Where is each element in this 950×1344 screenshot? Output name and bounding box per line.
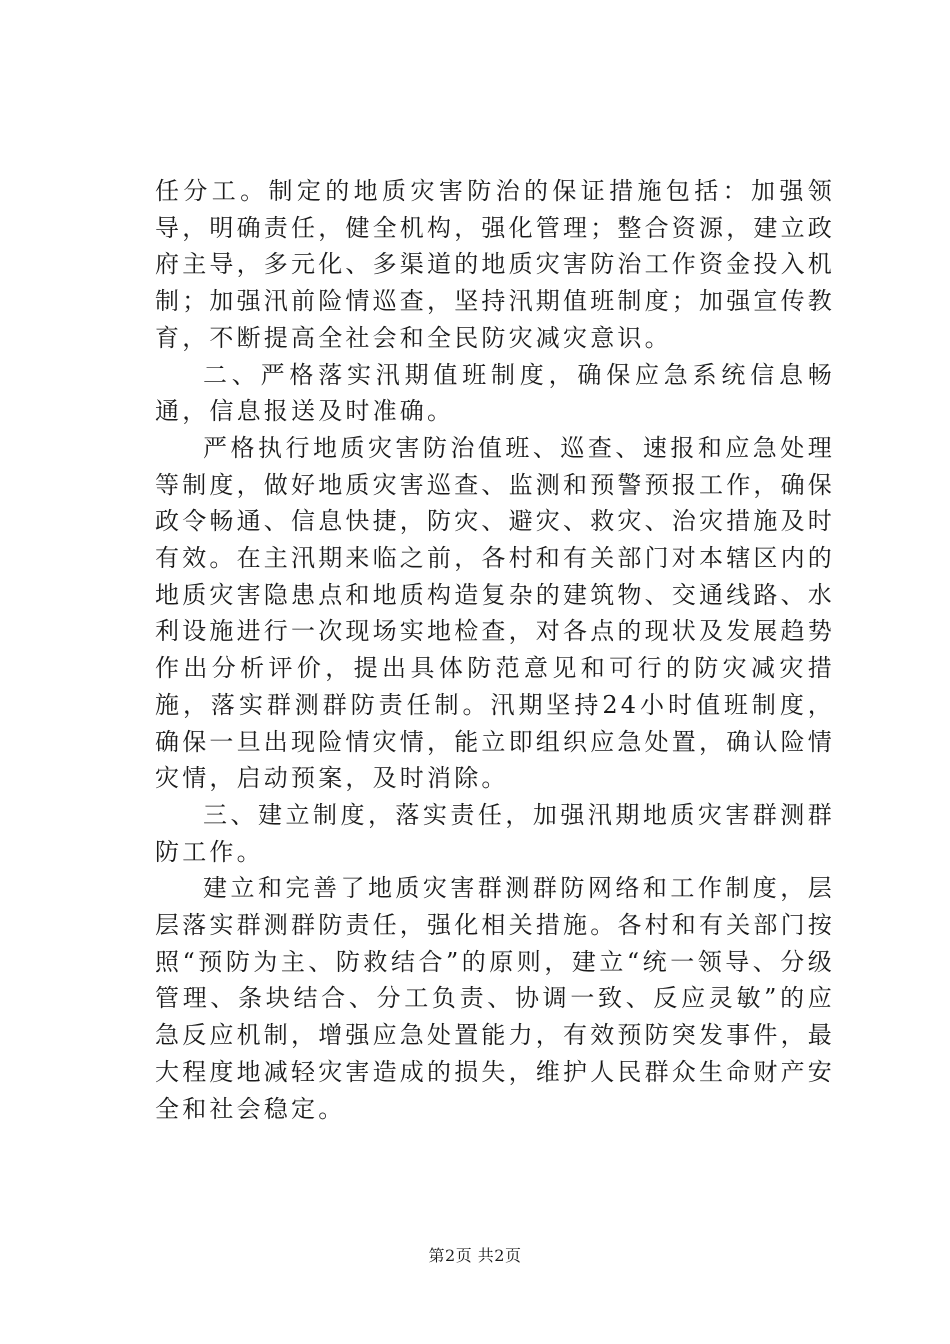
- section-heading-3: 三、建立制度，落实责任，加强汛期地质灾害群测群防工作。: [155, 800, 835, 866]
- section-heading-2: 二、严格落实汛期值班制度，确保应急系统信息畅通，信息报送及时准确。: [155, 360, 835, 426]
- paragraph-continuation: 任分工。制定的地质灾害防治的保证措施包括：加强领导，明确责任，健全机构，强化管理；整合资源，建立政府主导，多元化、多渠道的地质灾害防治工作资金投入机制；加强汛前险情巡查，坚持汛期值班制度；加强宣传教育，不断提高全社会和全民防灾减灾意识。: [155, 177, 835, 352]
- paragraph-group-monitoring: 建立和完善了地质灾害群测群防网络和工作制度，层层落实群测群防责任，强化相关措施。各村和有关部门按照“预防为主、防救结合”的原则，建立“统一领导、分级管理、条块结合、分工负责、协调一致、反应灵敏”的应急反应机制，增强应急处置能力，有效预防突发事件，最大程度地减轻灾害造成的损失，维护人民群众生命财产安全和社会稳定。: [155, 874, 835, 1123]
- document-body: [155, 173, 835, 1127]
- page-number-footer: 第2页 共2页: [428, 1246, 522, 1265]
- paragraph-duty-system: 严格执行地质灾害防治值班、巡查、速报和应急处理等制度，做好地质灾害巡查、监测和预警预报工作，确保政令畅通、信息快捷，防灾、避灾、救灾、治灾措施及时有效。在主汛期来临之前，各村和有关部门对本辖区内的地质灾害隐患点和地质构造复杂的建筑物、交通线路、水利设施进行一次现场实地检查，对各点的现状及发展趋势作出分析评价，提出具体防范意见和可行的防灾减灾措施，落实群测群防责任制。汛期坚持24小时值班制度，确保一旦出现险情灾情，能立即组织应急处置，确认险情灾情，启动预案，及时消除。: [155, 433, 835, 793]
